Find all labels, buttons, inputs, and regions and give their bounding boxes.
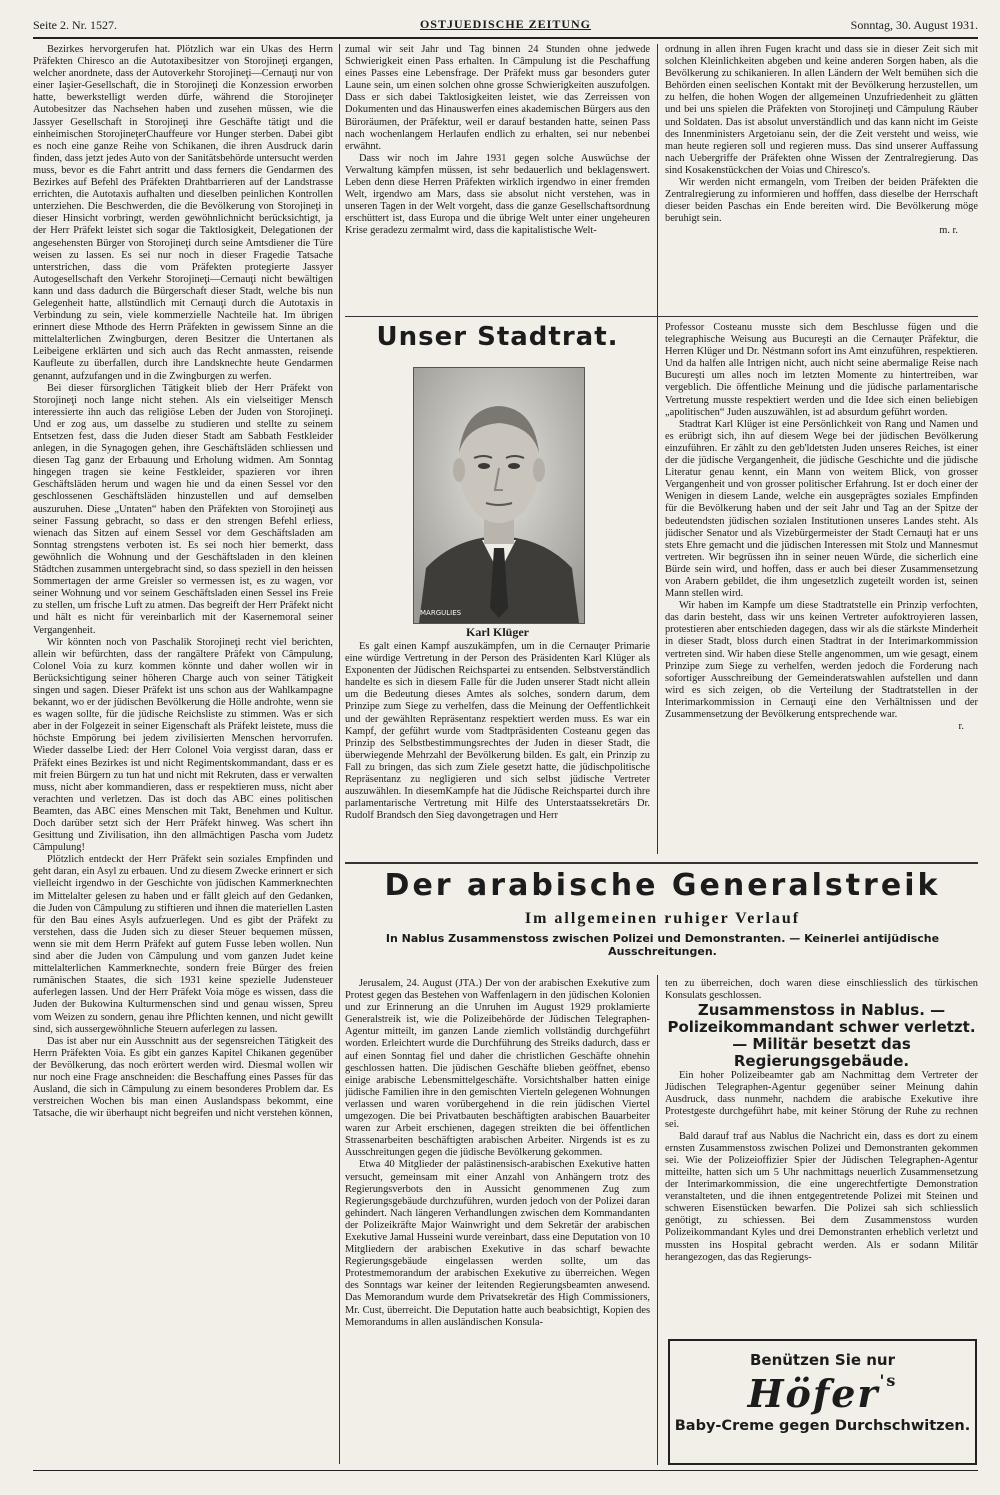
portrait-caption: Karl Klüger (466, 625, 529, 639)
paragraph: Wir werden nicht ermangeln, vom Treiben der beiden Präfekten die Zentralregierung zu informieren und hofffen, dass dieselbe der Herrschaft dieser beiden Paschas ein Ende bereiten wird. Die Bevölkerung möge beruhigt sein. (665, 177, 978, 225)
stadtrat-right-column (665, 322, 978, 855)
masthead (33, 16, 978, 36)
generalstreik-mid-column (345, 978, 650, 1465)
stadtrat-mid-column (345, 641, 650, 855)
paragraph: Stadtrat Karl Klüger ist eine Persönlichkeit von Rang und Namen und es erübrigt sich, ihn auf diesem Wege bei der jüdischen Bevölkerung einzuführen. Er zählt zu den geb'ldetsten Juden unseres Reiches, ist einer der die jüdische Vergangenheit, die jüdische Geschichte und die jüdische Literatur genau kennt, ein Mann von weitem Blick, von grosser Vergangenheit und von grosser politischer Erfahrung. Ist er doch einer der Wenigen in diesem Lande, welche ein ausgeprägtes soziales Empfinden für die Bevölkerung haben und der seit Jahr und Tag an der Spitze der bedeutendsten jüdischen sozialen Institutionen unseres Landes steht. Als jüdischer Senator und als Vizebürgermeister der Stadt Cernauţi hat er uns stets Ehre gemacht und die jüdischen Interessen mit Stolz und Mannesmut vertreten. Wir begrüssen ihn in seiner neuen Würde, die sicherlich eine Bürde sein wird, und hoffen, dass er auch bei dieser Zusammensetzung von Arabern gebildet, die ihm ungesetzlich zugeteilt worden ist, seinen Mann stellen wird. (665, 418, 978, 600)
newspaper-title: OSTJUEDISCHE ZEITUNG (419, 17, 592, 31)
paragraph: Dass wir noch im Jahre 1931 gegen solche Auswüchse der Verwaltung kämpfen müssen, ist sehr bedauerlich und beklagenswert. Leben denn diese Herren Präfekten wirklich irgendwo in einer fremden Welt, irgendwo am Mars, dass sie absolut nicht verstehen, was in unseren Tagen in der Welt vorgeht, dass die ganze Gesellschaftsordnung erschüttert ist, dass Europa und die übrige Welt unter einer ungeheuren Krise geradezu zermalmt wird, dass die kapitalistische Welt- (345, 152, 650, 237)
paragraph: zumal wir seit Jahr und Tag binnen 24 Stunden ohne jedwede Schwierigkeit einen Pass erhalten. In Câmpulung ist die Peschaffung eines Passes eine Lebensfrage. Der Präfekt muss gar besonders guter Laune sein, um einen solchen ohne grosse Schwierigkeiten auszufolgen. Dass er sich dabei Taktlosigkeiten leistet, wie das Zerreissen von Dokumenten und das Hinauswerfen eines akademischen Bürgers aus den Büroräumen, der Präfektur, weil er darauf bestanden hatte, seinen Pass nach wochenlangem Herlaufen endlich zu erhalten, sei nur nebenbei erwähnt. (345, 44, 650, 152)
column-divider (339, 44, 340, 1464)
mid-top-column (345, 44, 650, 312)
paragraph: Professor Costeanu musste sich dem Beschlusse fügen und die telegraphische Weisung aus Bucureşti an die Cernauţer Präfektur, die Herren Klüger und Dr. Néstmann sofort ins Amt einzuführen, respektieren. Und da halfen alle Intrigen nicht, auch nicht seine abermalige Reise nach Bucureşti um alles noch im letzten Momente zu hintertreiben, war vergeblich. Die öffentliche Meinung und die jüdische parlamentarische Vertretung musste respektiert werden und die Idee sich einen beliebigen „apolitischen“ Juden auszuwählen, ist ad absurdum geführt worden. (665, 322, 978, 418)
page-number: Seite 2. Nr. 1527. (33, 18, 117, 32)
section-rule (345, 316, 978, 317)
left-column (33, 44, 333, 1464)
generalstreik-deck: In Nablus Zusammenstoss zwischen Polizei und Demonstranten. — Keinerlei antijüdische Ausschreitungen. (385, 932, 940, 958)
paragraph: Ein hoher Polizeibeamter gab am Nachmittag dem Vertreter der Jüdischen Telegraphen-Agentur gegenüber seiner Meinung dahin Ausdruck, dass nunmehr, nachdem die arabische Exekutive ihre Protestgeste durchgeführt habe, mit keiner Störung der Ruhe zu rechnen sei. (665, 1070, 978, 1130)
ad-line-1: Benützen Sie nur (749, 1351, 896, 1369)
paragraph: Es galt einen Kampf auszukämpfen, um in die Cernauţer Primarie eine würdige Vertretung in der Person des Präsidenten Karl Klüger als Exponenten der Jüdischen Reichspartei zu entsenden. Selbstverständlich handelte es sich in diesem Falle für die Juden unserer Stadt nicht allein um die Bedeutung dieses Amtes als solches, sondern darum, dem Prinzipe zum Siege zu verhelfen, dass die Meinung der Oeffentlichkeit und der gewählten Repräsentanz respektiert werden muss. Es war ein Kampf, der geführt wurde vom Stadtpräsidenten Costeanu gegen das Prinzip des Selbstbestimmungsrechtes der Juden in dieser Stadt, die überwiegende Mehrzahl der Bevölkerung bilden. Es galt, ein Prinzip zu Fall zu bringen, das sich zum Ziele gesetzt hatte, die jüdischpolitische Repräsentanz zu negligieren und sich selbst jüdische Vertreter auszuwählen. In diesemKampfe hat die Jüdische Reichspartei durch ihre parlamentarische Vertretung mit Hilfe des Unterstaatssekretärs Dr. Rudolf Brandsch den Sieg davongetragen und Herr (345, 641, 650, 822)
ad-line-3: Baby-Creme gegen Durchschwitzen. (674, 1418, 971, 1434)
paragraph: Wir könnten noch von Paschalik Storojineţi recht viel berichten, allein wir befürchten, dass der rangältere Präfekt von Câmpulung, Colonel Voia zu kurz kommen könnte und daher wollen wir in Berücksichtigung seiner höheren Charge auch von seiner Tätigkeit singen und sagen. Dieser Präfekt ist uns schon aus der Wahlkampagne bekannt, wo er der jüdischen Bevölkerung die Hölle androhte, wenn sie es wagen sollte, für die jüdische Reichsliste zu stimmen. Was er sich aber in der Folgezeit in seiner Eigenschaft als Präfekt leistete, muss die höchste Empörung bei jedem zivilisierten Menschen hervorrufen. Wieder dasselbe Lied: der Herr Colonel Voia vergisst daran, dass er Präfekt eines Bezirkes ist und nicht Regimentskommandant, dass er es mit freien Bürgern zu tun hat und nicht mit Rekruten, dass er verwalten muss, nicht aber kommandieren, dass er respektieren muss, nicht aber verachten und verletzen. Das ist doch das ABC eines politischen Beamten, das ABC eines Menschen mit Takt, Benehmen und Kultur. Doch darüber setzt sich der Herr Präfekt hinweg. Was schert ihn Gesittung und Zivilisation, ihn den allmächtigen Pascha vom Judetz Câmpulung! (33, 636, 333, 854)
portrait-illustration (414, 368, 584, 623)
column-divider (657, 975, 658, 1465)
paragraph: ordnung in allen ihren Fugen kracht und dass sie in dieser Zeit sich mit solchen Kleinlichkeiten abgeben und keine anderen Sorgen haben, als die Bevölkerung zu schikanieren. In allen Ländern der Welt bemühen sich die Behörden einen seelischen Kontakt mit der Bevölkerung herzustellen, um zu helfen, die hohen Wogen der allgemeinen Unzufriedenheit zu glätten und bei uns spielen die Präfekten von Storojineţi und Câmpulung Räuber und Soldaten. Das ist absolut unverständlich und das kann nicht im Geiste des Innenministers Argetoianu sein, der die Zeit versteht und weiss, wie man heute regieren soll und regieren muss. Das sind unserer Auffassung nach Uebergriffe der Präfekten ohne Wissen der Zentralregierung. Das sind Kosakenstückchen der Voias und Chiresco's. (665, 44, 978, 176)
paragraph: Etwa 40 Mitglieder der palästinensisch-arabischen Exekutive hatten versucht, gemeinsam mit einer Anzahl von Anhängern trotz des Regierungsverbots den in Aussicht genommenen Zug zum Regierungsgebäude durchzuführen, wurden jedoch von der Polizei daran gehindert. Nach längeren Verhandlungen zwischen dem Kommandanten der Polizeikräfte Major Wainwright und dem Sekretär der arabischen Exekutive Jamal Husseini wurde vereinbart, dass eine Deputation von 10 Mitgliedern der arabischen Exekutive in das scharf bewachte Regierungsgebäude eingelassen werden sollte, um das Protestmemorandum der arabischen Exekutive zu überreichen. Wegen des Sonntags war keiner der leitenden Regierungsbeamten anwesend. Das Memorandum wurde dem Privatsekretär des High Commissioners, Mr. Cust, überreicht. Die Deputation hatte auch beabsichtigt, Kopien des Memorandums in allen ausländischen Konsula- (345, 1159, 650, 1328)
section-rule (345, 862, 978, 864)
generalstreik-right-column (665, 978, 978, 1333)
ad-brand-suffix: 's (879, 1371, 898, 1390)
bottom-rule (33, 1470, 978, 1471)
stadtrat-headline: Unser Stadtrat. (376, 322, 619, 352)
paragraph: Wir haben im Kampfe um diese Stadtratstelle ein Prinzip verfochten, das darin besteht, dass wir uns keinen Vertreter aufoktroyieren lassen, protestieren aber entschieden dagegen, dass wir als die stärkste Minderheit in dieser Stadt, bloss durch einen Stadtrat in der Interimarkommission vertreten sind. Wir haben diese Stelle angenommen, um wie gesagt, einem Prinzipe zum Siege zu verhelfen, werden jedoch die Forderung nach sofortiger Ausschreibung der Gemeinderatswahlen aufstellen und dann wird es sich zeigen, ob die Verteilung der Stadtratstellen in der Interimarkommission in Cernauţi eine den Verhältnissen und der Zusammensetzung der Bevölkerung entsprechende war. (665, 600, 978, 720)
portrait-photo (413, 367, 585, 624)
ad-brand: Höfer (747, 1371, 880, 1416)
masthead-rule (33, 37, 978, 39)
signature: m. r. (939, 225, 958, 237)
ad-brand-logo (670, 1371, 975, 1416)
paragraph: Jerusalem, 24. August (JTA.) Der von der arabischen Exekutive zum Protest gegen das Bestehen von Waffenlagern in den jüdischen Kolonien und zur Erinnerung an die Unruhen im August 1929 proklamierte Generalstreik ist, wie die Polizeibehörde der Jüdischen Telegraphen-Agentur mitteilt, im ganzen Lande ziemlich vollständig durchgeführt worden. Erleichtert wurde die Durchführung des Streiks dadurch, dass er auf einen Sonntag fiel und daher die christlichen Geschäfte ohnehin geschlossen hatten. Die jüdischen Geschäfte blieben geöffnet, ebenso einige arabische Lebensmittelgeschäfte. Vorsichtshalber hatten einige jüdische Familien ihre in den gemischten Vierteln gelegenen Wohnungen verlassen und waren vorübergehend in die rein jüdischen Viertel umgezogen. Die bei Privatbauten beschäftigten arabischen Bauarbeiter waren zur Arbeit erschienen, dagegen streikten die bei öffentlichen Strassenarbeiten beschäftigten arabischen Arbeiter. Nirgends ist es zu Ausschreitungen gegen die jüdische Bevölkerung gekommen. (345, 978, 650, 1159)
paragraph: Bezirkes hervorgerufen hat. Plötzlich war ein Ukas des Herrn Präfekten Chiresco an die Autotaxibesitzer von Storojineţi ergangen, welcher anordnete, dass der Autoverkehr Storojineţi—Cernauţi nur von einer Iaşier-Gesellschaft, die in Storojineţi die Konzession erworben hatte, bewerkstelligt werden dürfe, während die Storojineţer Autobesitzer das Nachsehen haben und zusehen müssen, wie die Jassyer Gesellschaft in Storojineţi ihre Geschäfte tätigt und die einheimischen StorojineţerChauffeure vor Hunger sterben. Dabei gibt es noch eine ganze Reihe von Schikanen, die ihren Ausdruck darin finden, dass jetzt jedes Auto von der Sanitätsbehörde untersucht werden muss, bevor es die Fahrt antritt und dass ferners die Gendarmen des Bezirkes auf Befehl des Präfekten Drahtbarrieren auf der Landstrasse errichten, die Autotaxis aufhalten und dieselben peinlichen Kontrollen unterziehen. Die Beschwerden, die die Bevölkerung von Storojineţi in dieser Hinsicht vorbringt, werden gewöhnlichnicht berücksichtigt, ja der Herr Präfekt leistet sich sogar die Taktlosigkeit, Delegationen der angesehensten Bürger von Storojineţi durch seine Amtsdiener die Türe weisen zu lassen. Es sei nur noch in dieser Fragedie Tatsache unterstrichen, dass die vom Präfekten protegierte Jassyer Autogesellschaft den Verkehr Storojineţi—Cernauţi nicht bewältigen kann und dass dadurch die Bürgerschaft dieser Stadt, welche bis nun Gelegenheit hatte, allstündlich mit Cernauţi durch die Autotaxis in Verbindung zu sein, viele kommerzielle Nachteile hat. Im übrigen erinnert diese Mthode des Herrn Präfekten in gewissem Sinne an die mittelalterlichen Zwingburgen, deren Besitzer die Untertanen als Leibeigene erklärten und sich auch das Recht anmassten, reisende Kaufleute zu überfallen, durch ihre Landsknechte heute Gendarmen genannt, aufzufangen und in die Zwingburgen zu werfen. (33, 44, 333, 382)
paragraph: ten zu überreichen, doch waren diese einschliesslich des türkischen Konsulats geschlossen. (665, 978, 978, 1002)
right-top-column (665, 44, 978, 312)
hoefer-advertisement (668, 1339, 977, 1465)
paragraph: Bald darauf traf aus Nablus die Nachricht ein, dass es dort zu einem ernsten Zusammenstoss zwischen Polizei und Demonstranten gekommen sei. Wie der Polizeioffizier Spier der Jüdischen Telegraphen-Agentur mitteilte, hatten sich um 5 Uhr nachmittags neuerlich Zusammensetzung der Interimarkommission, die eine ungerechtfertigte Demonstration veranstalteten, und die ihnen entgegentretende Polizei mit Steinen und schweren Eisenstücken bewarfen. Die Polizei sah sich schliesslich genötigt, zu schiessen. Bei dem Zusammenstoss wurden Polizeikommandant Kyles und drei Demonstranten erheblich verletzt und mussten ins Hospital gebracht werden. Als er sodann Militär herangezogen, das das Regierungs- (665, 1130, 978, 1263)
generalstreik-subheadline: Im allgemeinen ruhiger Verlauf (524, 910, 801, 927)
paragraph: Bei dieser fürsorglichen Tätigkeit blieb der Herr Präfekt von Storojineţi noch lange nicht stehen. Als ein vielseitiger Mensch interessierte ihn auch das religiöse Leben der Juden von Storojineţi. Und er zog aus, um dasselbe zu studieren und stellte zu seinem Entsetzen fest, dass die Juden dieser Stadt am Sabbath Festkleider anlegen, in die Synagogen gehen, ihre Geschäftsläden schliessen und diesen Tag ganz der Erbauung und Erholung widmen. Am Sonntag hingegen tragen sie keine Festkleider, spazieren vor ihren Geschäftsläden herum und wagen hie und da einen Sessel vor den geschlossenen Geschäftsläden hinzustellen und auf demselben auszuruhen. Diese „Untaten“ haben den Präfekten von Storojineţi aus seiner Fassung gebracht, so dass er den strengen Befehl erliess, wienach das Sitzen auf einem Sessel vor dem Geschäftsladen am Sonntag strengstens verboten ist. Es sei noch hier bemerkt, dass gewöhnlich die Wohnung und der Geschäftsladen in den kleinen Städtchen zusammen untergebracht sind, so dass speziell in den heissen Sommertagen der arme Greisler so vermessen ist, es zu wagen, vor seiner Wohnung und vor seinem Geschäftsladen einen Sessel ins Freie zu stellen, um frische Luft zu atmen. Das begreift der Herr Präfekt nicht und hält es nicht für vereinbarlich mit der Kasernemoral seiner Vergangenheit. (33, 382, 333, 636)
paragraph: Plötzlich entdeckt der Herr Präfekt sein soziales Empfinden und geht daran, ein Asyl zu erbauen. Und zu diesem Zwecke erinnert er sich vielleicht irgendwo in der Geschichte von jüdischen Kammerknechten im Mittelalter gelesen zu haben und er fällt gleich auf den Gedanken, die Juden von Câmpulung zu stiftieren und ihnen die materiellen Lasten für den Bau eines Asyls aufzuerlegen. Und es gibt der Präfekt zu verstehen, dass die Juden sich zu dieser Steuer bequemen müssen, wenn sie mit dem Herrn Präfekt auf gutem Fusse leben wollen. Nun sind aber die Juden von Câmpulung und vom ganzen Judet keine mittelalterlichen Kammerknechte, sondern freie Bürger des freien rumänischen Staates, die sich 1931 keine spezielle Judensteuer auferlegen lassen. Und der Herr Präfekt Voia möge es wissen, dass die Juden der Bukowina Kulturmenschen sind und genau wissen, Spreu vom Weizen zu sondern, genau ihre Pflichten kennen, und nicht gewillt sind, sich aussergewöhnliche Steuern auferlegen zu lassen. (33, 854, 333, 1035)
generalstreik-headline: Der arabische Generalstreik (384, 868, 941, 903)
photo-studio-mark: MARGULIES (420, 609, 462, 617)
issue-date: Sonntag, 30. August 1931. (850, 18, 978, 32)
nablus-subheadline: Zusammenstoss in Nablus. — Polizeikommandant schwer verletzt. — Militär besetzt das Regierungsgebäude. (667, 1001, 976, 1071)
paragraph: Das ist aber nur ein Ausschnitt aus der segensreichen Tätigkeit des Herrn Präfekten Voia. Es gibt ein ganzes Kapitel Chikanen gegenüber der Bevölkerung, das noch erörtert werden wird. Diesmal wollen wir nur noch eine Frage anschneiden: die Beschaffung eines Passes für das Ausland, die sich in Câmpulung zu einem besonderes Problem dar. Es verstreichen Wochen bis man einen Auslandspass bekommt, eine Tatsache, die wir überhaupt nicht begreifen und nicht verstehen können, (33, 1035, 333, 1120)
column-divider (657, 44, 658, 854)
signature: r. (958, 721, 964, 733)
